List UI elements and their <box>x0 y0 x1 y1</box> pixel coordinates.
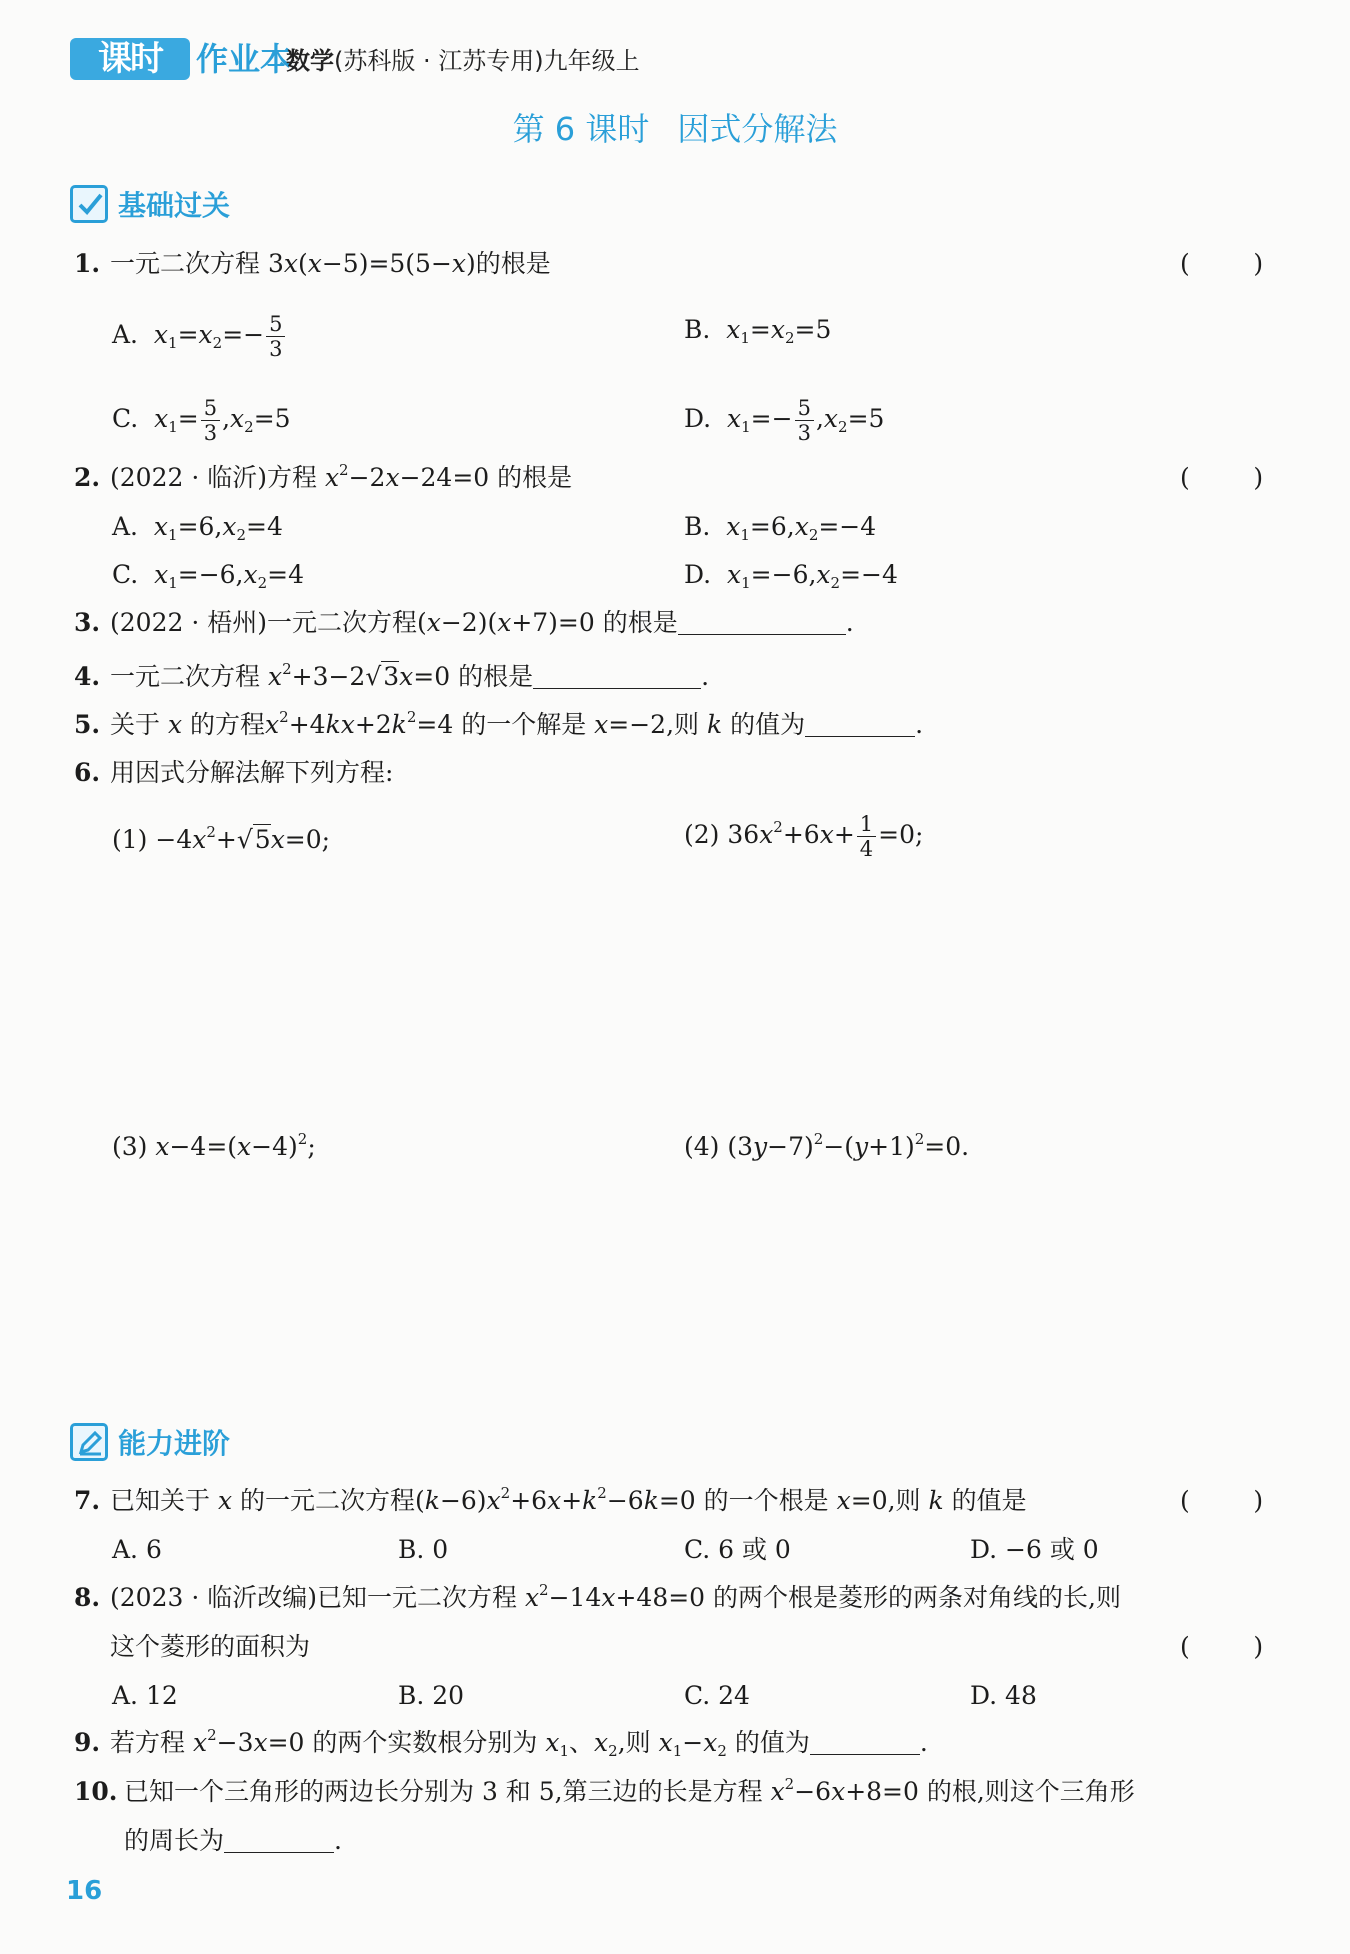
q2-option-a[interactable]: A. $x_1=6,x_2=4$ <box>112 512 283 544</box>
pencil-icon <box>70 1423 108 1461</box>
question-4: 4. 一元二次方程 $x^2+3-2√3x=0$ 的根是 . <box>74 660 710 691</box>
answer-blank[interactable] <box>805 710 915 737</box>
question-8: 8. (2023 · 临沂改编)已知一元二次方程 $x^2-14x+48=0$ 的两个根是菱形的两条对角线的长,则 <box>74 1581 1121 1612</box>
lesson-number: 第 6 课时 <box>512 110 650 148</box>
q7-option-a[interactable]: A. 6 <box>112 1535 162 1564</box>
question-2: 2. (2022 · 临沂)方程 $x^2-2x-24=0$ 的根是 <box>74 461 573 492</box>
question-6: 6. 用因式分解法解下列方程: <box>74 758 394 787</box>
answer-blank[interactable] <box>224 1826 334 1853</box>
q8-option-a[interactable]: A. 12 <box>112 1681 178 1710</box>
q7-option-c[interactable]: C. 6 或 0 <box>684 1535 791 1564</box>
question-5: 5. 关于 x 的方程$x^2+4kx+2k^2=4$ 的一个解是 x=−2,则 k 的值为 . <box>74 708 924 739</box>
q1-option-d[interactable]: D. $x_1=-$ $\frac{5}{3}$ $,x_2=5$ <box>684 396 885 445</box>
answer-paren[interactable]: ( ) <box>1180 249 1264 278</box>
question-10: 10. 已知一个三角形的两边长分别为 3 和 5,第三边的长是方程 $x^2-6x+8=0$ 的根,则这个三角形 <box>74 1775 1135 1806</box>
question-7: 7. 已知关于 x 的一元二次方程$(k-6)x^2+6x+k^2-6k=0$ 的一个根是 x=0,则 k 的值是 <box>74 1484 1027 1515</box>
question-10-line-2: 的周长为 . <box>124 1826 342 1855</box>
q6-sub-4: (4) $(3y-7)^2-(y+1)^2=0$. <box>684 1130 970 1161</box>
answer-blank[interactable] <box>533 662 701 689</box>
q8-option-b[interactable]: B. 20 <box>398 1681 465 1710</box>
q1-option-a[interactable]: A. $x_1=x_2=-$ $\frac{5}{3}$ <box>112 312 287 361</box>
section-basic-label: 基础过关 <box>118 189 231 222</box>
answer-paren[interactable]: ( ) <box>1180 1632 1264 1661</box>
q1-option-c[interactable]: C. $x_1=$ $\frac{5}{3}$ $,x_2=5$ <box>112 396 291 445</box>
series-logo: 课时 <box>70 38 190 80</box>
answer-paren[interactable]: ( ) <box>1180 463 1264 492</box>
q7-option-b[interactable]: B. 0 <box>398 1535 449 1564</box>
q6-sub-2: (2) $36x^2+6x+$ $\frac{1}{4}$ =0; <box>684 812 924 861</box>
section-advanced-label: 能力进阶 <box>118 1427 231 1460</box>
checkbox-icon <box>70 185 108 223</box>
question-9: 9. 若方程 $x^2-3x=0$ 的两个实数根分别为 $x_1$、$x_2$,则 $x_1-x_2$ 的值为 . <box>74 1726 928 1760</box>
q2-option-c[interactable]: C. $x_1=-6,x_2=4$ <box>112 560 305 592</box>
book-title <box>286 44 640 78</box>
section-basic-header <box>70 184 230 224</box>
q6-sub-1: $(1) -4x^2+√5x=0$; <box>112 823 331 854</box>
q2-option-b[interactable]: B. $x_1=6,x_2=-4$ <box>684 512 877 544</box>
q6-sub-3: (3) $x-4=(x-4)^2$; <box>112 1130 316 1161</box>
answer-blank[interactable] <box>678 608 846 635</box>
section-advanced-header <box>70 1422 230 1462</box>
lesson-topic: 因式分解法 <box>677 110 838 148</box>
q8-option-d[interactable]: D. 48 <box>970 1681 1037 1710</box>
question-3: 3. (2022 · 梧州)一元二次方程(x−2)(x+7)=0 的根是 . <box>74 608 854 637</box>
series-logo-word: 作业本 <box>196 40 293 78</box>
edition-label: (苏科版 · 江苏专用)九年级上 <box>334 47 640 75</box>
answer-paren[interactable]: ( ) <box>1180 1486 1264 1515</box>
q2-option-d[interactable]: D. $x_1=-6,x_2=-4$ <box>684 560 898 592</box>
subject-label: 数学 <box>286 47 334 75</box>
q1-option-b[interactable]: B. $x_1=x_2=5$ <box>684 315 832 347</box>
q8-option-c[interactable]: C. 24 <box>684 1681 750 1710</box>
lesson-title <box>0 104 1350 150</box>
answer-blank[interactable] <box>810 1728 920 1755</box>
question-1: 1. 一元二次方程 3x(x−5)=5(5−x)的根是 <box>74 249 551 278</box>
page-number: 16 <box>66 1876 103 1906</box>
q7-option-d[interactable]: D. −6 或 0 <box>970 1535 1099 1564</box>
question-8-line-2: 这个菱形的面积为 <box>110 1632 311 1661</box>
